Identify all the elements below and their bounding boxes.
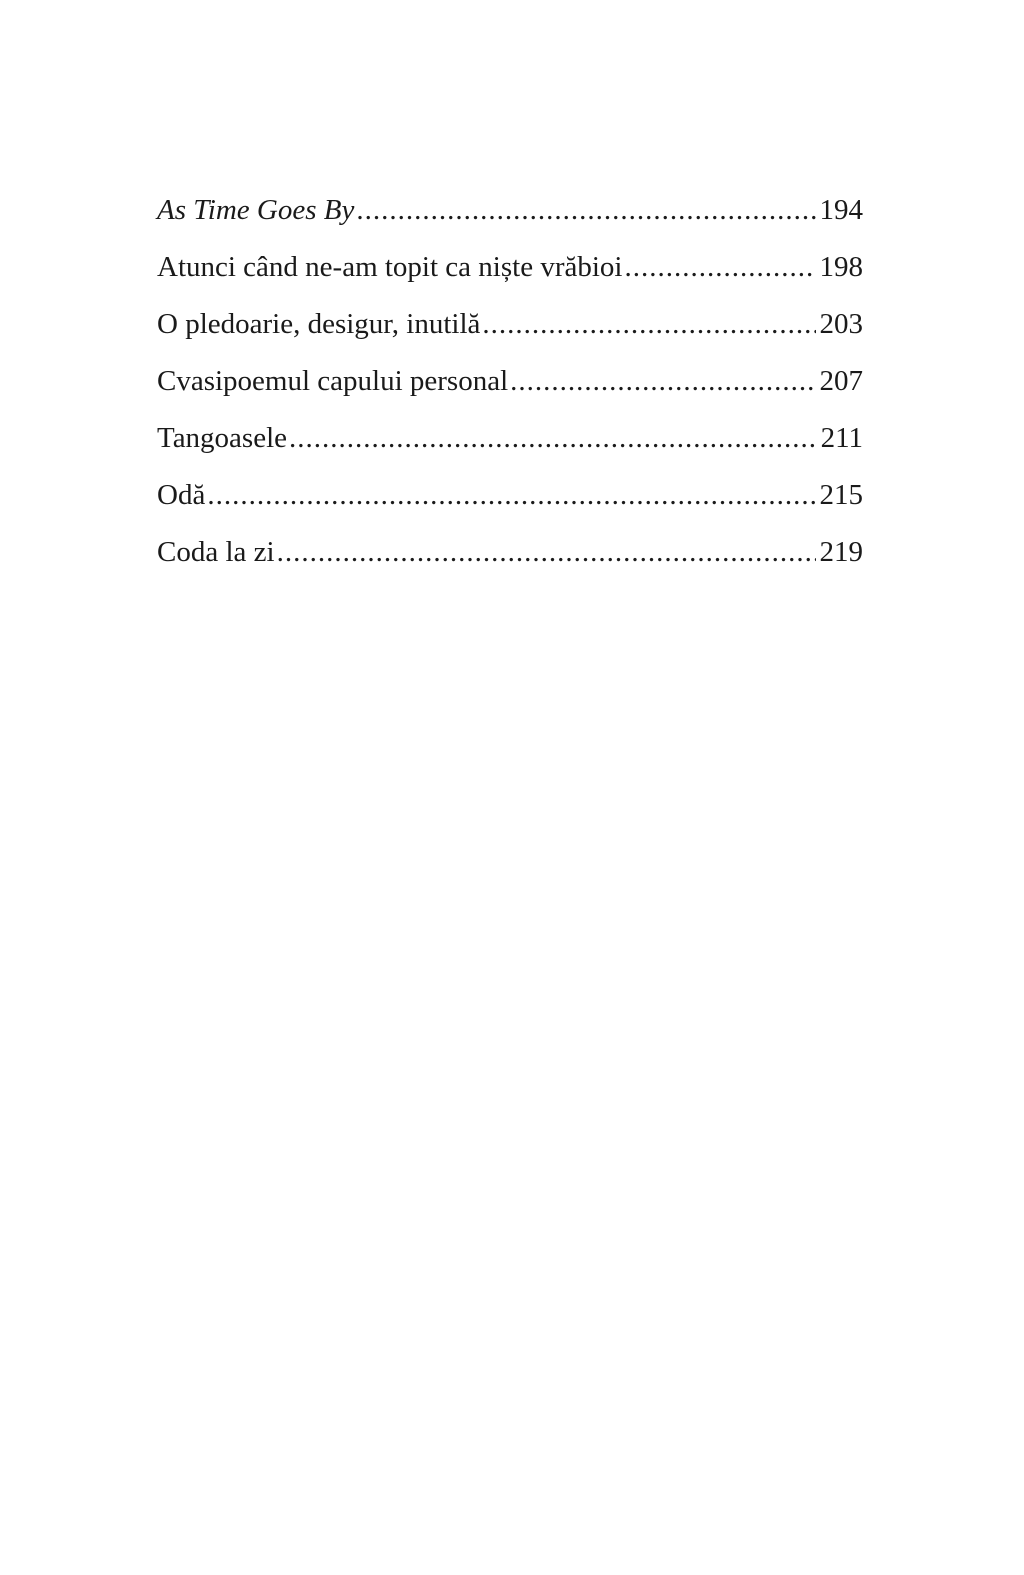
dot-leader <box>289 418 817 458</box>
toc-entry-title: Tangoasele <box>157 422 288 454</box>
dot-leader <box>277 532 816 572</box>
toc-entry-title: O pledoarie, desigur, inutilă <box>157 308 481 340</box>
toc-entry-title: Odă <box>157 479 206 511</box>
toc-entry-title: Atunci când ne-am topit ca niște vrăbioi <box>157 251 623 283</box>
dot-leader <box>482 304 815 344</box>
dot-leader <box>356 190 815 230</box>
toc-entry-page-number: 219 <box>819 536 863 568</box>
dot-leader <box>510 361 815 401</box>
toc-entry <box>157 190 863 247</box>
toc-entry-title: Coda la zi <box>157 536 275 568</box>
toc-entry <box>157 418 863 475</box>
toc-entry <box>157 247 863 304</box>
toc-entry <box>157 532 863 589</box>
dot-leader <box>207 475 815 515</box>
toc-entry <box>157 361 863 418</box>
toc-entry-page-number: 198 <box>819 251 863 283</box>
toc-entry-page-number: 194 <box>819 194 863 226</box>
toc-entry-page-number: 215 <box>819 479 863 511</box>
toc-entry <box>157 304 863 361</box>
toc-entry <box>157 475 863 532</box>
table-of-contents <box>157 190 863 589</box>
toc-entry-page-number: 207 <box>819 365 863 397</box>
toc-entry-title: Cvasipoemul capului personal <box>157 365 509 397</box>
toc-entry-title: As Time Goes By <box>157 194 355 226</box>
toc-entry-page-number: 203 <box>819 308 863 340</box>
toc-entry-page-number: 211 <box>820 422 863 454</box>
dot-leader <box>624 247 815 287</box>
